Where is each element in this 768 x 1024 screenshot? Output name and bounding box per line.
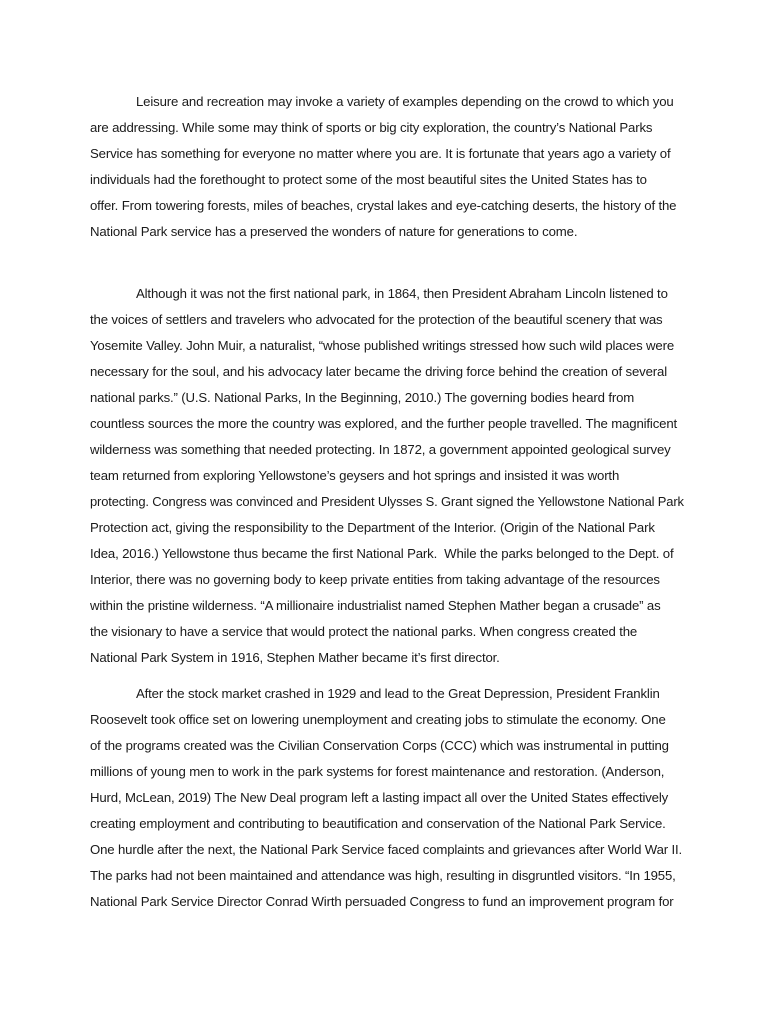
paragraph-line: countless sources the more the country was explored, and the further people travelled. The magnificent [90,416,678,431]
paragraph-line: creating employment and contributing to beautification and conservation of the National Park Service. [90,816,666,831]
paragraph-line: of the programs created was the Civilian Conservation Corps (CCC) which was instrumental in putting [90,738,669,753]
paragraph-line: are addressing. While some may think of sports or big city exploration, the country’s National Parks [90,120,653,135]
paragraph-line: Leisure and recreation may invoke a variety of examples depending on the crowd to which you [136,94,674,109]
paragraph-line: One hurdle after the next, the National Park Service faced complaints and grievances after World War II. [90,842,683,857]
paragraph-line: Hurd, McLean, 2019) The New Deal program left a lasting impact all over the United States effectively [90,790,669,805]
paragraph-line: individuals had the forethought to protect some of the most beautiful sites the United States has to [90,172,647,187]
paragraph-line: team returned from exploring Yellowstone’s geysers and hot springs and insisted it was worth [90,468,620,483]
paragraph-line: National Park Service Director Conrad Wirth persuaded Congress to fund an improvement program for [90,894,674,909]
paragraph-line: After the stock market crashed in 1929 and lead to the Great Depression, President Franklin [136,686,660,701]
paragraph-line: within the pristine wilderness. “A millionaire industrialist named Stephen Mather began a crusade” as [90,598,661,613]
paragraph-line: Interior, there was no governing body to keep private entities from taking advantage of the resources [90,572,660,587]
paragraph-line: Yosemite Valley. John Muir, a naturalist, “whose published writings stressed how such wild places were [90,338,675,353]
paragraph-line: protecting. Congress was convinced and President Ulysses S. Grant signed the Yellowstone National Park [90,494,684,509]
paragraph-line: Although it was not the first national park, in 1864, then President Abraham Lincoln listened to [136,286,668,301]
paragraph-line: the visionary to have a service that would protect the national parks. When congress created the [90,624,638,639]
paragraph-line: National Park System in 1916, Stephen Mather became it’s first director. [90,650,500,665]
paragraph-line: National Park service has a preserved the wonders of nature for generations to come. [90,224,578,239]
paragraph-line: necessary for the soul, and his advocacy later became the driving force behind the creation of several [90,364,668,379]
paragraph-line: Idea, 2016.) Yellowstone thus became the first National Park. While the parks belonged to the Dept. of [90,546,674,561]
paragraph-line: millions of young men to work in the park systems for forest maintenance and restoration. (Anderson, [90,764,665,779]
paragraph-line: Protection act, giving the responsibility to the Department of the Interior. (Origin of the National Park [90,520,655,535]
paragraph-line: Roosevelt took office set on lowering unemployment and creating jobs to stimulate the economy. One [90,712,666,727]
paragraph-line: offer. From towering forests, miles of beaches, crystal lakes and eye-catching deserts, the history of the [90,198,677,213]
paragraph-line: The parks had not been maintained and attendance was high, resulting in disgruntled visitors. “In 1955, [90,868,676,883]
paragraph-line: the voices of settlers and travelers who advocated for the protection of the beautiful scenery that was [90,312,663,327]
paragraph-line: national parks.” (U.S. National Parks, In the Beginning, 2010.) The governing bodies heard from [90,390,635,405]
paragraph-line: Service has something for everyone no matter where you are. It is fortunate that years ago a variety of [90,146,671,161]
paragraph-line: wilderness was something that needed protecting. In 1872, a government appointed geological survey [90,442,671,457]
